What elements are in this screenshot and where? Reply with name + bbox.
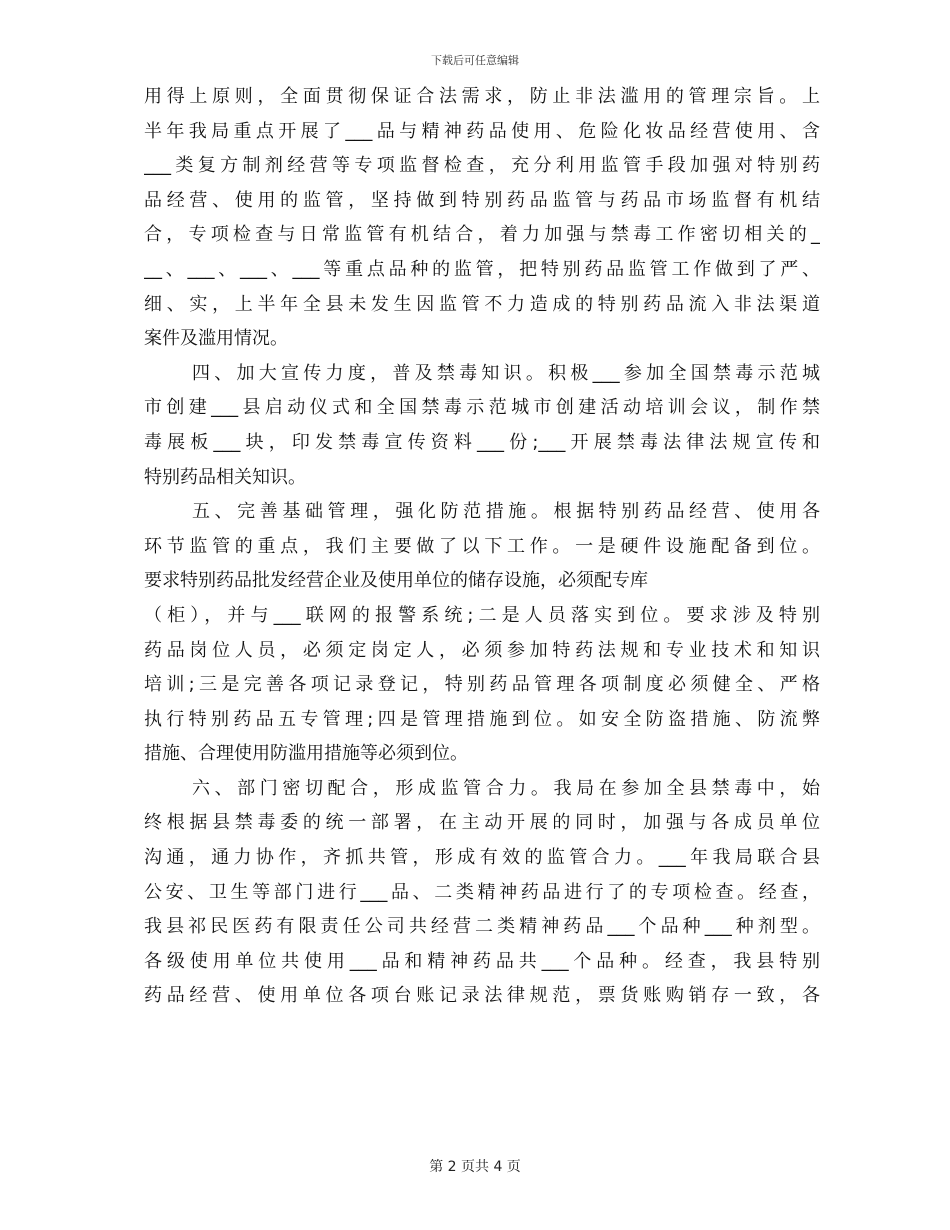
text-line: 各级使用单位共使用___品和精神药品共___个品种。经查，我县特别 <box>144 950 820 972</box>
text-line: 市创建___县启动仪式和全国禁毒示范城市创建活动培训会议，制作禁 <box>144 397 820 419</box>
text-line: __、___、___、___等重点品种的监管，把特别药品监管工作做到了严、 <box>144 258 820 280</box>
text-line: 培训;三是完善各项记录登记，特别药品管理各项制度必须健全、严格 <box>144 674 820 696</box>
text-line: 措施、合理使用防滥用措施等必须到位。 <box>144 743 468 765</box>
text-line: 特别药品相关知识。 <box>144 466 306 488</box>
text-line: 执行特别药品五专管理;四是管理措施到位。如安全防盗措施、防流弊 <box>144 708 820 730</box>
paragraph-6 <box>144 772 820 1014</box>
document-body <box>144 80 820 1014</box>
text-line: 案件及滥用情况。 <box>144 328 288 350</box>
text-line: （柜），并与___联网的报警系统;二是人员落实到位。要求涉及特别 <box>144 604 820 626</box>
text-line: ___类复方制剂经营等专项监督检查，充分利用监管手段加强对特别药 <box>144 155 820 177</box>
paragraph-5 <box>144 495 820 772</box>
text-line: 我县祁民医药有限责任公司共经营二类精神药品___个品种___种剂型。 <box>144 916 820 938</box>
text-line: 要求特别药品批发经营企业及使用单位的储存设施，必须配专库 <box>144 570 648 592</box>
text-line: 五、完善基础管理，强化防范措施。根据特别药品经营、使用各 <box>192 501 820 523</box>
text-line: 四、加大宣传力度，普及禁毒知识。积极___参加全国禁毒示范城 <box>192 362 820 384</box>
text-line: 环节监管的重点，我们主要做了以下工作。一是硬件设施配备到位。 <box>144 535 820 557</box>
text-line: 毒展板___块，印发禁毒宣传资料___份;___开展禁毒法律法规宣传和 <box>144 431 820 453</box>
page-header: 下载后可任意编辑 <box>431 54 519 67</box>
text-line: 品经营、使用的监管，坚持做到特别药品监管与药品市场监督有机结 <box>144 189 820 211</box>
text-line: 药品经营、使用单位各项台账记录法律规范，票货账购销存一致，各 <box>144 985 820 1007</box>
text-line: 沟通，通力协作，齐抓共管，形成有效的监管合力。___年我局联合县 <box>144 847 820 869</box>
text-line: 药品岗位人员，必须定岗定人，必须参加特药法规和专业技术和知识 <box>144 639 820 661</box>
text-line: 公安、卫生等部门进行___品、二类精神药品进行了的专项检查。经查， <box>144 881 820 903</box>
text-line: 细、实，上半年全县未发生因监管不力造成的特别药品流入非法渠道 <box>144 293 820 315</box>
paragraph-3 <box>144 80 820 357</box>
text-line: 终根据县禁毒委的统一部署，在主动开展的同时，加强与各成员单位 <box>144 812 820 834</box>
paragraph-4 <box>144 357 820 495</box>
page-footer: 第 2 页共 4 页 <box>429 1159 521 1175</box>
text-line: 六、部门密切配合，形成监管合力。我局在参加全县禁毒中，始 <box>192 777 820 799</box>
text-line: 合，专项检查与日常监管有机结合，着力加强与禁毒工作密切相关的_ <box>144 224 820 246</box>
text-line: 半年我局重点开展了___品与精神药品使用、危险化妆品经营使用、含 <box>144 120 820 142</box>
text-line: 用得上原则，全面贯彻保证合法需求，防止非法滥用的管理宗旨。上 <box>144 86 820 107</box>
